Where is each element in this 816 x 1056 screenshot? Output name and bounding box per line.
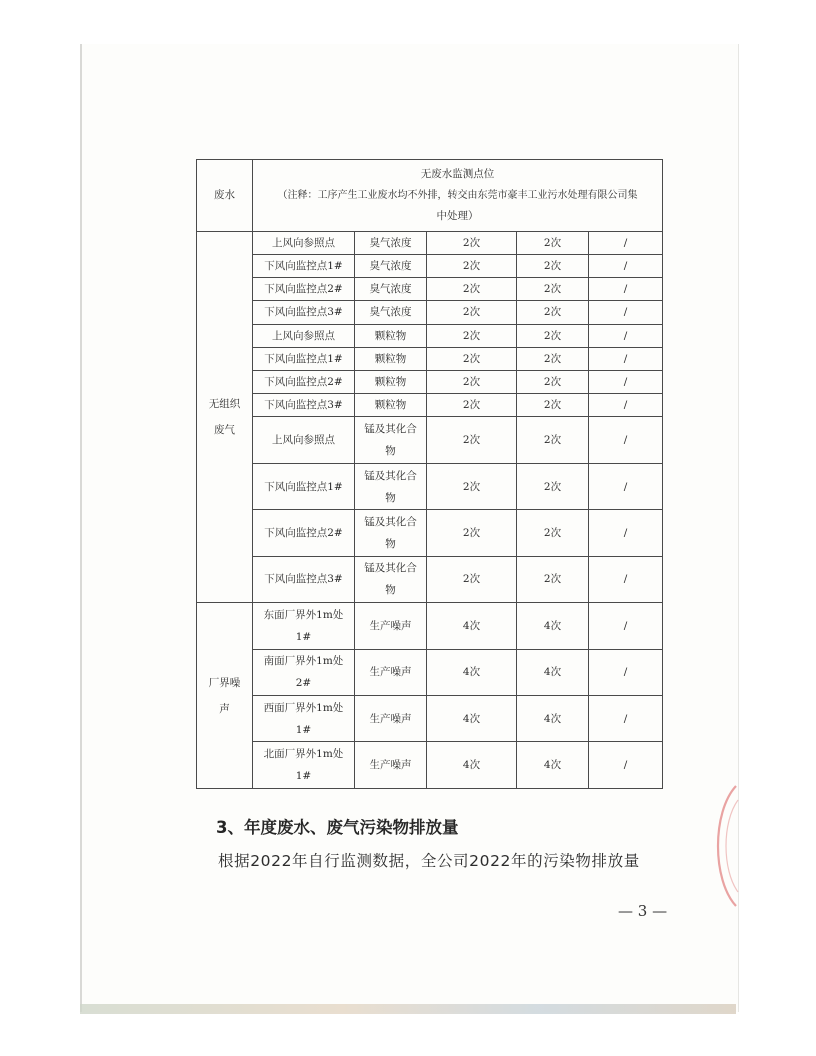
seal-arc bbox=[718, 786, 736, 906]
wastewater-note-line: （注释：工序产生工业废水均不外排，转交由东莞市豪丰工业污水处理有限公司集 bbox=[277, 189, 638, 201]
freq-cell: 2次 bbox=[517, 254, 589, 277]
point-cell: 下风向监控点3# bbox=[253, 556, 355, 602]
table-row bbox=[197, 649, 663, 695]
item-cell: 颗粒物 bbox=[355, 347, 427, 370]
category-cell: 废水 bbox=[197, 160, 253, 232]
body-paragraph: 根据2022年自行监测数据，全公司2022年的污染物排放量 bbox=[218, 852, 640, 870]
category-line: 声 bbox=[219, 702, 230, 715]
item-cell: 颗粒物 bbox=[355, 394, 427, 417]
point-cell bbox=[253, 603, 355, 649]
table-row bbox=[197, 394, 663, 417]
point-cell: 下风向监控点2# bbox=[253, 370, 355, 393]
freq-cell: 4次 bbox=[427, 742, 517, 789]
item-cell bbox=[355, 417, 427, 463]
freq-cell: 2次 bbox=[517, 510, 589, 556]
freq-cell: 2次 bbox=[517, 231, 589, 254]
freq-cell: 2次 bbox=[427, 254, 517, 277]
point-line: 东面厂界外1m处 bbox=[263, 608, 344, 621]
table-row bbox=[197, 231, 663, 254]
freq-cell: 2次 bbox=[427, 394, 517, 417]
freq-cell: 2次 bbox=[427, 278, 517, 301]
remark-cell: / bbox=[589, 370, 663, 393]
freq-cell: 4次 bbox=[517, 603, 589, 649]
point-cell: 下风向监控点2# bbox=[253, 510, 355, 556]
freq-cell: 4次 bbox=[427, 603, 517, 649]
point-line: 1# bbox=[295, 630, 312, 643]
freq-cell: 4次 bbox=[517, 742, 589, 789]
monitoring-table bbox=[196, 159, 663, 789]
seal-arc-inner bbox=[726, 800, 738, 892]
category-cell bbox=[197, 603, 253, 789]
remark-cell: / bbox=[589, 254, 663, 277]
point-cell bbox=[253, 696, 355, 742]
freq-cell: 2次 bbox=[427, 301, 517, 324]
table-row bbox=[197, 556, 663, 602]
item-cell: 生产噪声 bbox=[355, 649, 427, 695]
table-row bbox=[197, 324, 663, 347]
freq-cell: 4次 bbox=[517, 649, 589, 695]
table-row bbox=[197, 278, 663, 301]
category-line: 无组织 bbox=[208, 397, 241, 410]
category-cell bbox=[197, 231, 253, 603]
point-cell bbox=[253, 649, 355, 695]
page-number: — 3 — bbox=[618, 902, 668, 920]
freq-cell: 2次 bbox=[517, 417, 589, 463]
remark-cell: / bbox=[589, 278, 663, 301]
freq-cell: 2次 bbox=[427, 463, 517, 509]
item-cell bbox=[355, 463, 427, 509]
freq-cell: 2次 bbox=[427, 417, 517, 463]
freq-cell: 2次 bbox=[517, 278, 589, 301]
seal-stamp-fragment bbox=[706, 782, 740, 910]
freq-cell: 2次 bbox=[427, 347, 517, 370]
freq-cell: 2次 bbox=[427, 231, 517, 254]
table-row bbox=[197, 603, 663, 649]
section-heading: 3、年度废水、废气污染物排放量 bbox=[216, 818, 459, 837]
point-cell: 下风向监控点3# bbox=[253, 394, 355, 417]
item-line: 锰及其化合 bbox=[364, 469, 417, 482]
point-cell: 上风向参照点 bbox=[253, 231, 355, 254]
remark-cell: / bbox=[589, 394, 663, 417]
freq-cell: 2次 bbox=[517, 370, 589, 393]
item-cell: 生产噪声 bbox=[355, 603, 427, 649]
wastewater-note-cell bbox=[253, 160, 663, 232]
item-cell: 臭气浓度 bbox=[355, 301, 427, 324]
item-cell: 臭气浓度 bbox=[355, 254, 427, 277]
category-line: 厂界噪 bbox=[208, 676, 241, 689]
remark-cell: / bbox=[589, 696, 663, 742]
item-line: 物 bbox=[385, 491, 396, 504]
item-cell: 生产噪声 bbox=[355, 696, 427, 742]
item-cell: 臭气浓度 bbox=[355, 231, 427, 254]
item-cell: 生产噪声 bbox=[355, 742, 427, 789]
freq-cell: 2次 bbox=[517, 301, 589, 324]
item-line: 物 bbox=[385, 445, 396, 458]
wastewater-row bbox=[197, 160, 663, 232]
freq-cell: 4次 bbox=[427, 696, 517, 742]
table-row bbox=[197, 370, 663, 393]
point-line: 西面厂界外1m处 bbox=[263, 701, 344, 714]
item-line: 锰及其化合 bbox=[364, 562, 417, 575]
freq-cell: 2次 bbox=[517, 324, 589, 347]
remark-cell: / bbox=[589, 324, 663, 347]
item-cell: 臭气浓度 bbox=[355, 278, 427, 301]
point-cell: 下风向监控点1# bbox=[253, 347, 355, 370]
point-line: 2# bbox=[295, 677, 312, 690]
table-row bbox=[197, 742, 663, 789]
freq-cell: 2次 bbox=[427, 324, 517, 347]
item-cell: 颗粒物 bbox=[355, 370, 427, 393]
remark-cell: / bbox=[589, 347, 663, 370]
freq-cell: 2次 bbox=[427, 370, 517, 393]
item-cell bbox=[355, 510, 427, 556]
remark-cell: / bbox=[589, 556, 663, 602]
remark-cell: / bbox=[589, 417, 663, 463]
wastewater-note-line: 无废水监测点位 bbox=[420, 167, 495, 180]
point-line: 北面厂界外1m处 bbox=[263, 748, 344, 761]
point-cell: 上风向参照点 bbox=[253, 417, 355, 463]
freq-cell: 2次 bbox=[517, 347, 589, 370]
point-cell: 下风向监控点2# bbox=[253, 278, 355, 301]
table-row bbox=[197, 463, 663, 509]
freq-cell: 2次 bbox=[427, 510, 517, 556]
table-row bbox=[197, 417, 663, 463]
item-cell: 颗粒物 bbox=[355, 324, 427, 347]
point-cell: 下风向监控点1# bbox=[253, 463, 355, 509]
table-row bbox=[197, 254, 663, 277]
point-line: 1# bbox=[295, 723, 312, 736]
table-row bbox=[197, 696, 663, 742]
point-line: 1# bbox=[295, 770, 312, 783]
freq-cell: 2次 bbox=[427, 556, 517, 602]
item-line: 物 bbox=[385, 538, 396, 551]
point-cell: 上风向参照点 bbox=[253, 324, 355, 347]
point-cell bbox=[253, 742, 355, 789]
freq-cell: 2次 bbox=[517, 394, 589, 417]
remark-cell: / bbox=[589, 510, 663, 556]
remark-cell: / bbox=[589, 603, 663, 649]
point-cell: 下风向监控点3# bbox=[253, 301, 355, 324]
freq-cell: 4次 bbox=[427, 649, 517, 695]
remark-cell: / bbox=[589, 649, 663, 695]
freq-cell: 4次 bbox=[517, 696, 589, 742]
item-cell bbox=[355, 556, 427, 602]
freq-cell: 2次 bbox=[517, 463, 589, 509]
freq-cell: 2次 bbox=[517, 556, 589, 602]
remark-cell: / bbox=[589, 301, 663, 324]
item-line: 锰及其化合 bbox=[364, 423, 417, 436]
remark-cell: / bbox=[589, 463, 663, 509]
table-row bbox=[197, 510, 663, 556]
table-row bbox=[197, 347, 663, 370]
wastewater-note-line: 中处理） bbox=[436, 209, 479, 222]
point-line: 南面厂界外1m处 bbox=[263, 655, 344, 668]
remark-cell: / bbox=[589, 231, 663, 254]
item-line: 物 bbox=[385, 584, 396, 597]
table-row bbox=[197, 301, 663, 324]
category-line: 废气 bbox=[214, 423, 235, 436]
point-cell: 下风向监控点1# bbox=[253, 254, 355, 277]
scan-edge-artifact bbox=[80, 1004, 736, 1014]
item-line: 锰及其化合 bbox=[364, 516, 417, 529]
remark-cell: / bbox=[589, 742, 663, 789]
